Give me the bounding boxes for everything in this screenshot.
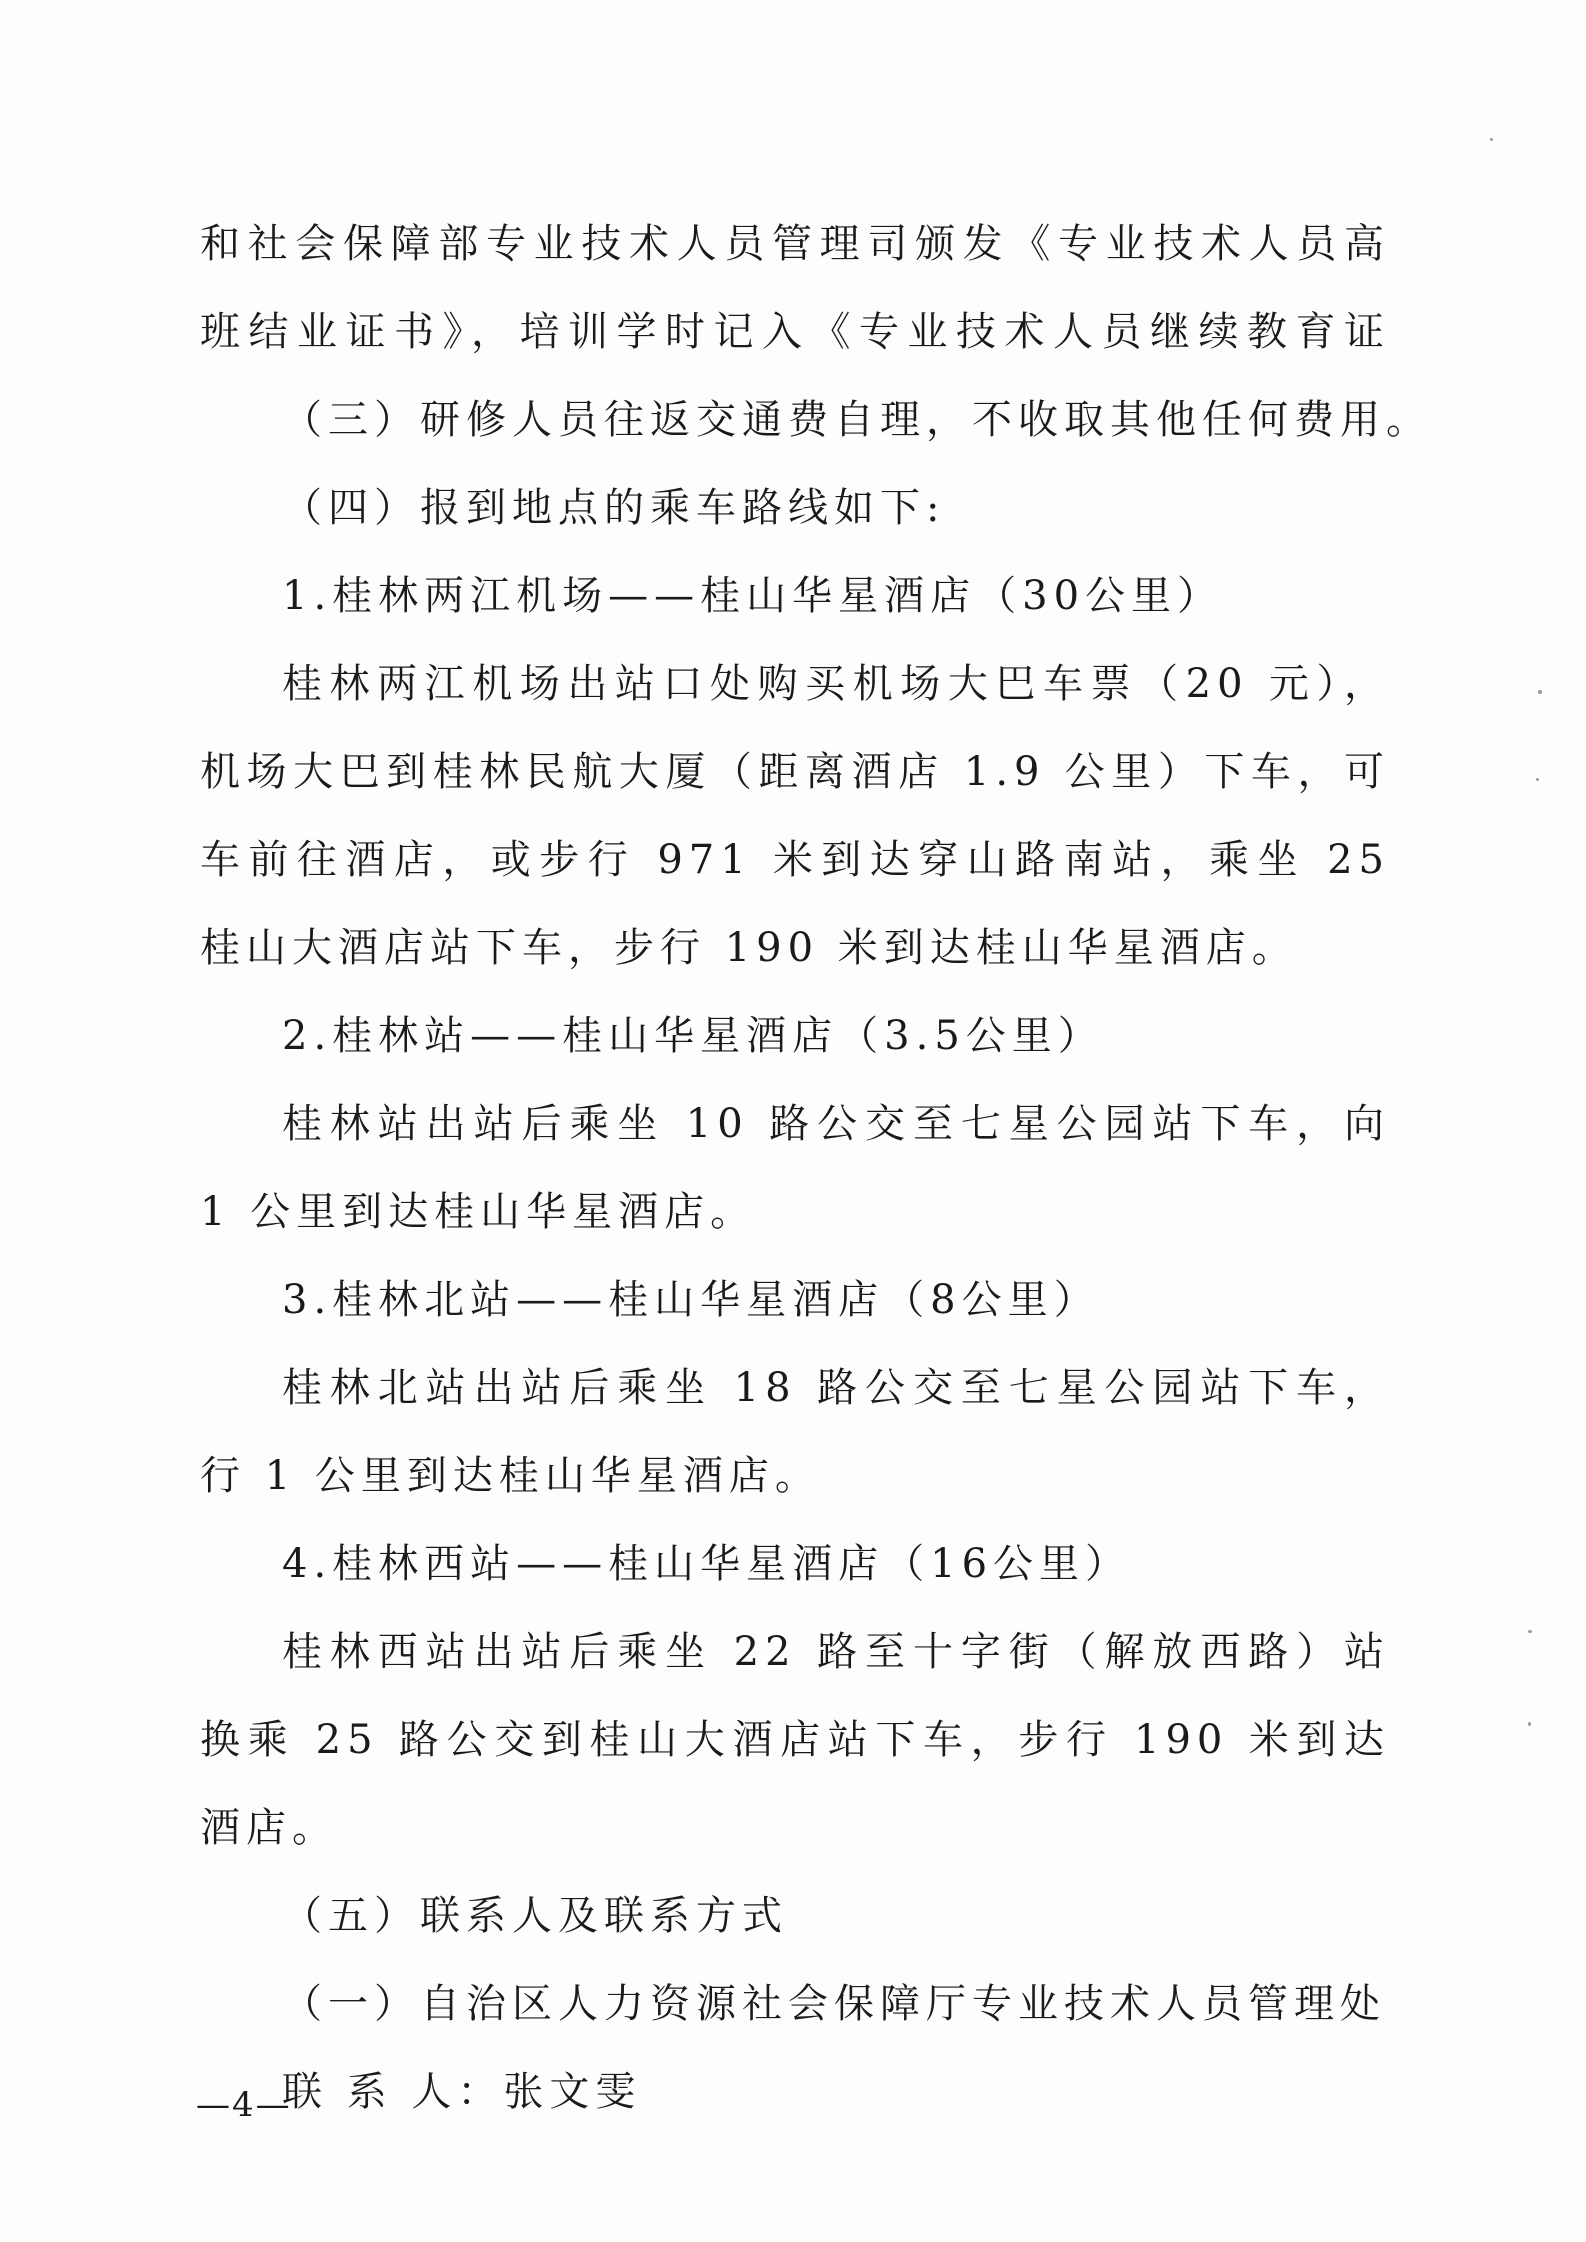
paragraph-line-14: 桂林北站出站后乘坐 18 路公交至七星公园站下车， [282, 1365, 1390, 1411]
contact-person: 联 系 人：张文雯 [282, 2069, 642, 2115]
paragraph-line-18: 换乘 25 路公交到桂山大酒店站下车，步行 190 米到达 [200, 1717, 1390, 1763]
scan-speck [1536, 778, 1539, 781]
paragraph-line-7: 机场大巴到桂林民航大厦（距离酒店 1.9 公里）下车，可 [200, 749, 1390, 795]
paragraph-line-15: 行 1 公里到达桂山华星酒店。 [200, 1453, 821, 1499]
scan-speck [1490, 138, 1493, 141]
paragraph-line-6: 桂林两江机场出站口处购买机场大巴车票（20 元）， [282, 661, 1390, 707]
route-heading-airport: 1.桂林两江机场——桂山华星酒店（30公里） [282, 573, 1224, 619]
paragraph-line-12: 1 公里到达桂山华星酒店。 [200, 1189, 757, 1235]
route-heading-west-station: 4.桂林西站——桂山华星酒店（16公里） [282, 1541, 1132, 1587]
paragraph-line-1: 和社会保障部专业技术人员管理司颁发《专业技术人员高 [200, 221, 1390, 267]
scan-speck [1528, 1722, 1531, 1726]
route-heading-guilin-station: 2.桂林站——桂山华星酒店（3.5公里） [282, 1013, 1104, 1059]
route-heading-north-station: 3.桂林北站——桂山华星酒店（8公里） [282, 1277, 1100, 1323]
paragraph-line-2: 班结业证书》，培训学时记入《专业技术人员继续教育证 [200, 309, 1390, 355]
scan-speck [1528, 1630, 1532, 1633]
paragraph-line-8: 车前往酒店，或步行 971 米到达穿山路南站，乘坐 25 [200, 837, 1390, 883]
page-number: —4— [196, 2085, 292, 2125]
scan-speck [1538, 690, 1542, 694]
paragraph-line-11: 桂林站出站后乘坐 10 路公交至七星公园站下车，向 [282, 1101, 1390, 1147]
body-text [200, 200, 1432, 2136]
contact-organization: （一）自治区人力资源社会保障厅专业技术人员管理处 [282, 1981, 1386, 2027]
section-heading-contacts: （五）联系人及联系方式 [282, 1893, 788, 1939]
paragraph-line-3: （三）研修人员往返交通费自理，不收取其他任何费用。 [282, 397, 1432, 443]
paragraph-line-4: （四）报到地点的乘车路线如下: [282, 485, 946, 531]
paragraph-line-9: 桂山大酒店站下车，步行 190 米到达桂山华星酒店。 [200, 925, 1298, 971]
paragraph-line-19: 酒店。 [200, 1805, 338, 1851]
paragraph-line-17: 桂林西站出站后乘坐 22 路至十字街（解放西路）站 [282, 1629, 1390, 1675]
